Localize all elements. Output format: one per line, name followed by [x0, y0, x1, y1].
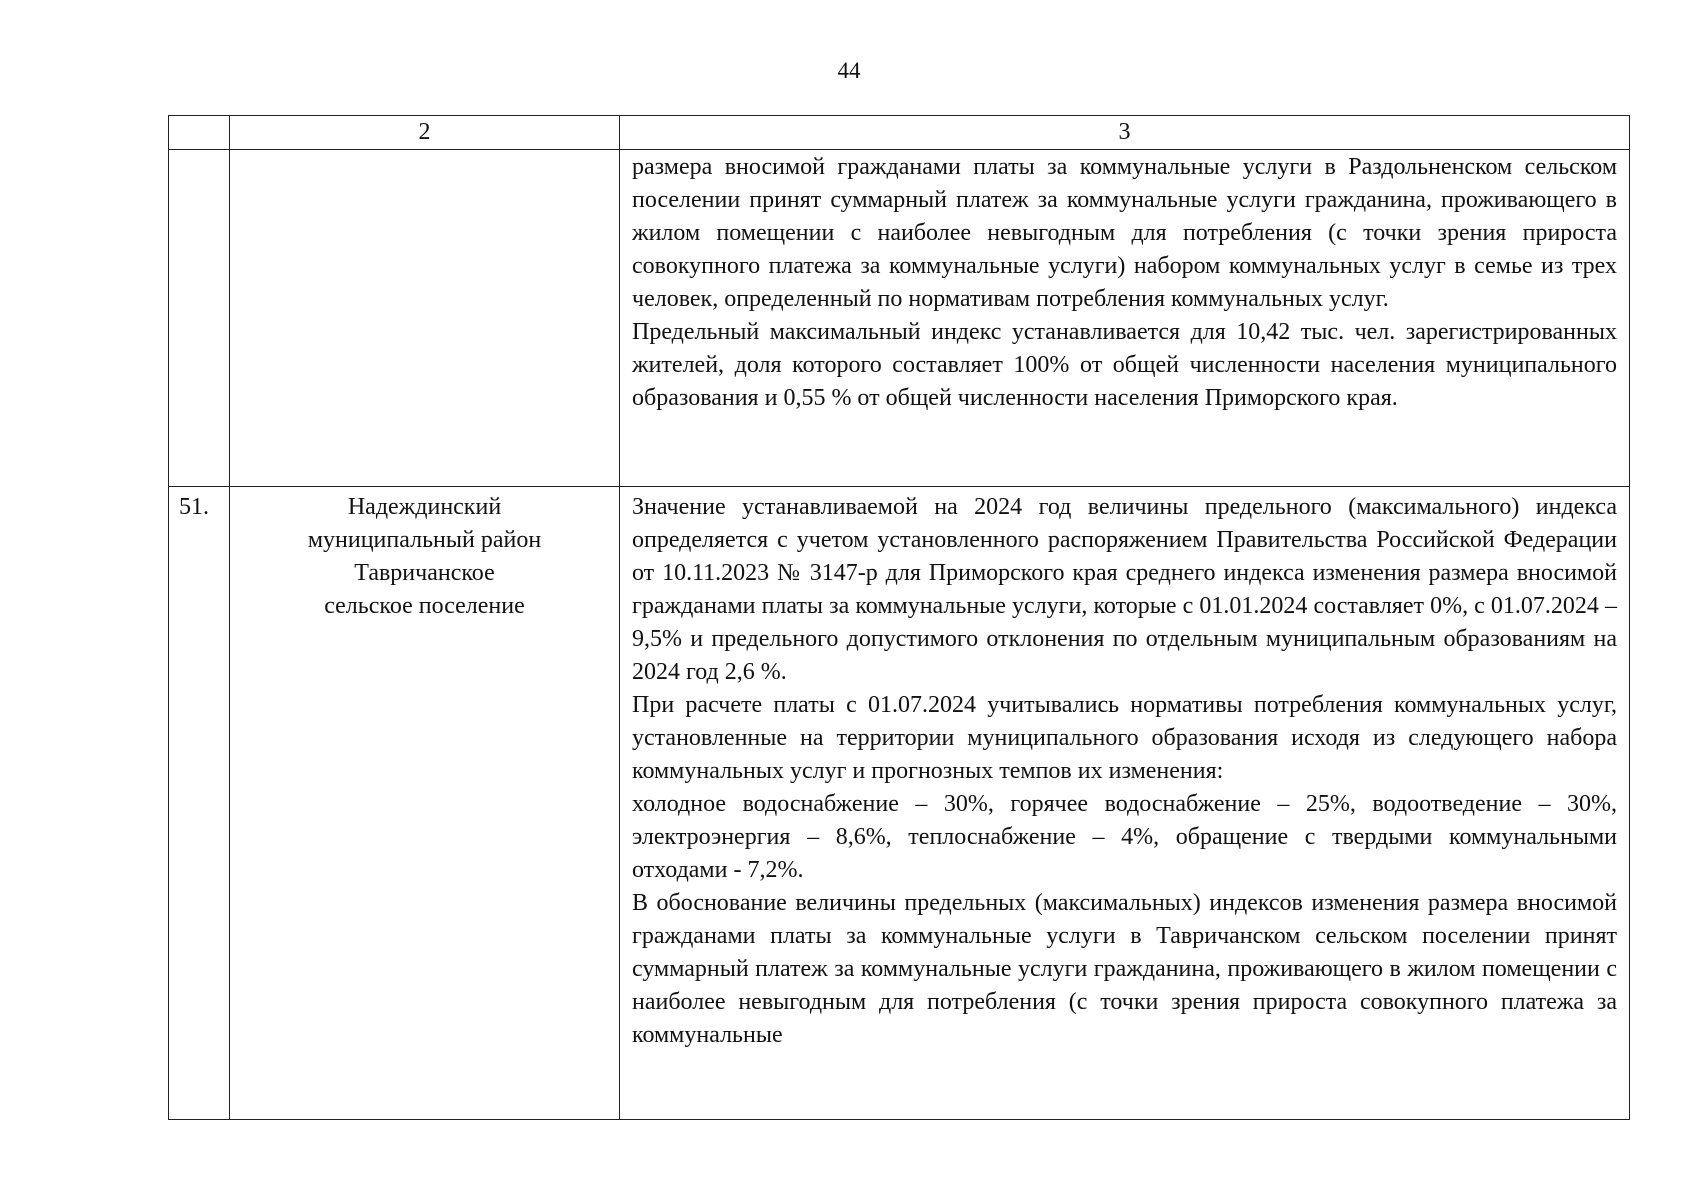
row-number [169, 150, 230, 487]
municipality-line: Надеждинский [347, 494, 502, 520]
page-number: 44 [837, 58, 861, 83]
municipality-line: сельское поселение [324, 593, 525, 619]
header-cell-1 [169, 116, 230, 150]
paragraph: холодное водоснабжение – 30%, горячее водоснабжение – 25%, водоотведение – 30%, электроэнергия – 8,6%, теплоснабжение – 4%, обращение с твердыми коммунальными отходами - 7,2%. [632, 791, 1617, 883]
paragraph: размера вносимой гражданами платы за коммунальные услуги в Раздольненском сельском поселении принят суммарный платеж за коммунальные услуги гражданина, проживающего в жилом помещении с наиболее невыгодным для потребления (с точки зрения прироста совокупного платежа за коммунальные услуги) набором коммунальных услуг в семье из трех человек, определенный по нормативам потребления коммунальных услуг. [632, 154, 1617, 312]
paragraph: При расчете платы с 01.07.2024 учитывались нормативы потребления коммунальных услуг, установленные на территории муниципального образования исходя из следующего набора коммунальных услуг и прогнозных темпов их изменения: [632, 692, 1617, 784]
description-cell [620, 150, 1630, 487]
header-cell-3: 3 [620, 116, 1630, 150]
table-row [169, 487, 1630, 1120]
description-cell [620, 487, 1630, 1120]
header-cell-2: 2 [230, 116, 620, 150]
municipality-line: Тавричанское [354, 560, 495, 586]
table-row [169, 150, 1630, 487]
municipality-line: муниципальный район [307, 527, 542, 553]
paragraph: Предельный максимальный индекс устанавливается для 10,42 тыс. чел. зарегистрированных жителей, доля которого составляет 100% от общей численности населения муниципального образования и 0,55 % от общей численности населения Приморского края. [632, 319, 1617, 411]
paragraph: В обоснование величины предельных (максимальных) индексов изменения размера вносимой гражданами платы за коммунальные услуги в Тавричанском сельском поселении принят суммарный платеж за коммунальные услуги гражданина, проживающего в жилом помещении с наиболее невыгодным для потребления (с точки зрения прироста совокупного платежа за коммунальные [632, 890, 1617, 1048]
municipality-cell [230, 150, 620, 487]
municipality-cell [230, 487, 620, 1120]
table-header-row [169, 116, 1630, 150]
document-table [168, 115, 1630, 1120]
row-number: 51. [169, 487, 230, 1120]
paragraph: Значение устанавливаемой на 2024 год величины предельного (максимального) индекса определяется с учетом установленного распоряжением Правительства Российской Федерации от 10.11.2023 № 3147-р для Приморского края среднего индекса изменения размера вносимой гражданами платы за коммунальные услуги, которые с 01.01.2024 составляет 0%, с 01.07.2024 – 9,5% и предельного допустимого отклонения по отдельным муниципальным образованиям на 2024 год 2,6 %. [632, 494, 1617, 685]
